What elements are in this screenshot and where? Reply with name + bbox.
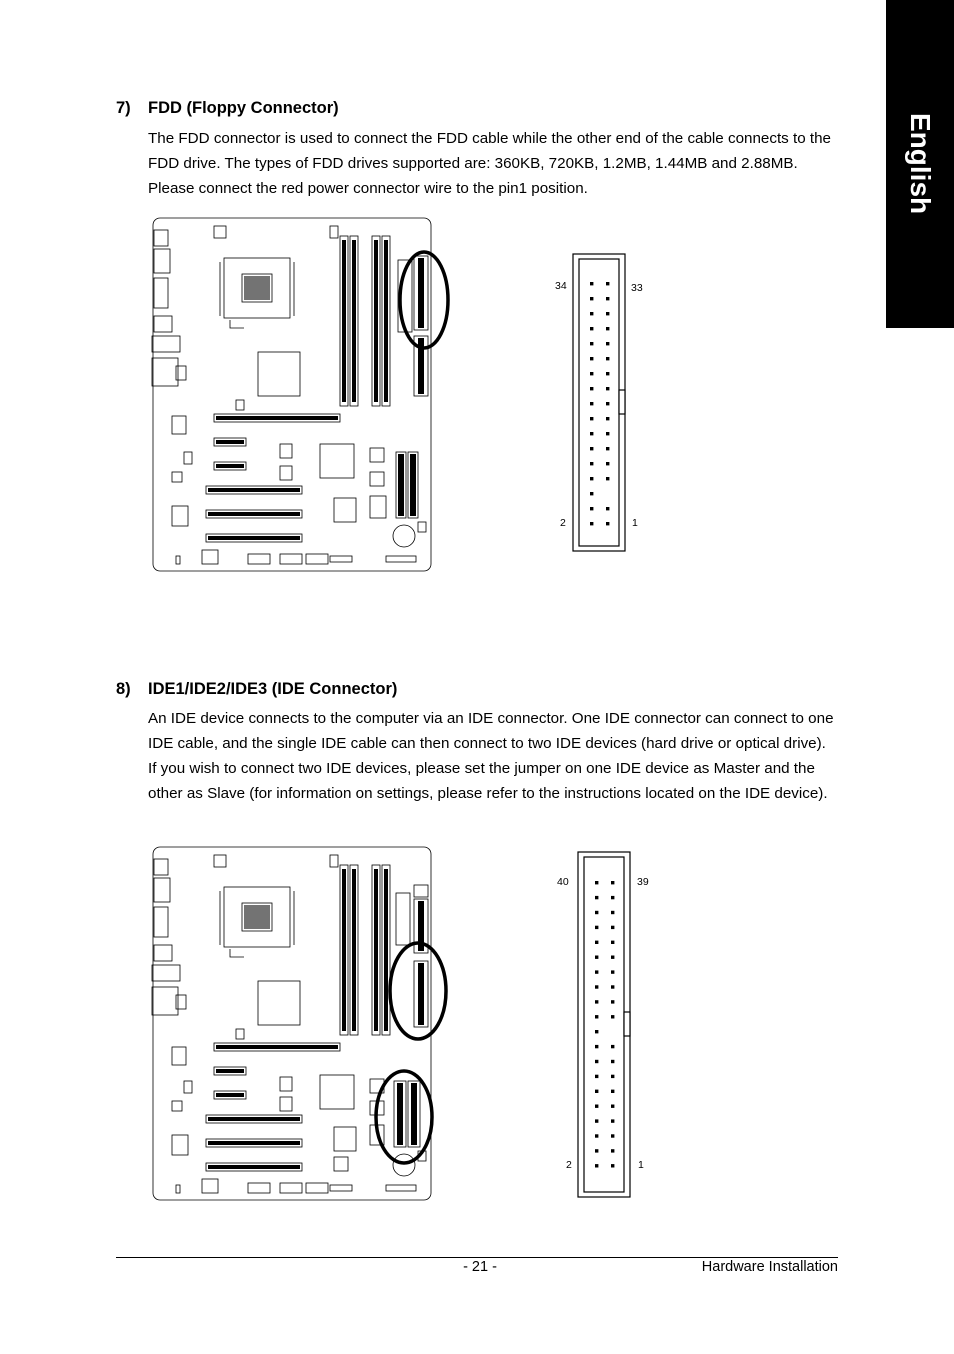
connector-pin [611,1105,614,1108]
connector-pin [590,357,593,360]
connector-pin [611,985,614,988]
connector-pin [590,507,593,510]
section-number: 8) [116,680,131,698]
connector-pin [606,372,609,375]
section-title-ide [116,680,397,699]
section-heading: IDE1/IDE2/IDE3 (IDE Connector) [148,680,398,698]
connector-pin [611,970,614,973]
pin-label-39: 39 [637,876,649,888]
connector-pin [595,881,598,884]
connector-pin [611,1149,614,1152]
ide-description [148,706,848,806]
connector-pin [590,402,593,405]
pin-label-2: 2 [566,1159,572,1171]
connector-pin [595,1060,598,1063]
connector-pin [606,327,609,330]
text-line: other as Slave (for information on settings, please refer to the instructions located on the IDE device). [148,785,828,802]
text-line: An IDE device connects to the computer via an IDE connector. One IDE connector can connect to one [148,710,834,727]
connector-pin [595,941,598,944]
connector-pin [590,477,593,480]
pin-label-40: 40 [557,876,569,888]
connector-pin [590,462,593,465]
connector-pin [595,985,598,988]
connector-pin [590,372,593,375]
connector-pin [606,387,609,390]
section-heading: FDD (Floppy Connector) [148,99,339,117]
connector-pin [595,1134,598,1137]
connector-pin [611,911,614,914]
connector-pin [595,970,598,973]
connector-pin [611,956,614,959]
text-line: FDD drive. The types of FDD drives supported are: 360KB, 720KB, 1.2MB, 1.44MB and 2.88MB. [148,155,798,172]
connector-pin [595,1164,598,1167]
text-line: Please connect the red power connector wire to the pin1 position. [148,180,588,197]
connector-pin [611,926,614,929]
connector-pin [595,1149,598,1152]
connector-pin [595,1075,598,1078]
connector-pin [611,941,614,944]
pin-label-33: 33 [631,282,643,294]
connector-pin [606,477,609,480]
text-line: The FDD connector is used to connect the FDD cable while the other end of the cable connects to the [148,130,831,147]
pin-label-34: 34 [555,280,567,292]
connector-pin [590,327,593,330]
connector-pin [595,1000,598,1003]
fdd-description [148,126,848,201]
connector-pin [590,447,593,450]
text-line: If you wish to connect two IDE devices, please set the jumper on one IDE device as Master and the [148,760,815,777]
connector-pin [606,462,609,465]
connector-pin [611,1075,614,1078]
connector-pin [606,282,609,285]
connector-pin [590,342,593,345]
page-number: - 21 - [463,1259,497,1275]
connector-pin [595,926,598,929]
connector-pin [606,432,609,435]
connector-pin [595,896,598,899]
connector-pin [590,417,593,420]
connector-pin [595,911,598,914]
connector-pin [595,956,598,959]
connector-pin [606,417,609,420]
section-title-fdd [116,99,339,118]
connector-pin [611,1045,614,1048]
connector-pin [595,1030,598,1033]
connector-pin [611,881,614,884]
connector-pin [611,1090,614,1093]
connector-pin [590,312,593,315]
ide2-ide3-highlight-ring [376,1071,432,1163]
connector-pin [595,1119,598,1122]
connector-pin [590,432,593,435]
connector-pin [611,1015,614,1018]
text-line: IDE cable, and the single IDE cable can then connect to two IDE devices (hard drive or optical drive). [148,735,826,752]
connector-pin [606,297,609,300]
connector-pin [590,297,593,300]
footer-section-name: Hardware Installation [701,1259,838,1275]
connector-pin [606,342,609,345]
connector-pin [606,507,609,510]
language-tab [886,0,954,328]
ide-pin-diagram [552,850,652,1200]
connector-pin [606,312,609,315]
connector-pin [611,1060,614,1063]
connector-pin [595,1105,598,1108]
pin-label-2: 2 [560,517,566,529]
motherboard-diagram-fdd [150,216,434,574]
connector-pin [606,522,609,525]
connector-pin [590,387,593,390]
connector-pin [611,1134,614,1137]
connector-pin [611,1000,614,1003]
language-tab-label: English [905,113,936,215]
pin-label-1: 1 [632,517,638,529]
pin-label-1: 1 [638,1159,644,1171]
connector-pin [595,1090,598,1093]
connector-pin [606,357,609,360]
fdd-pin-diagram [548,252,643,554]
section-number: 7) [116,99,131,117]
connector-pin [590,282,593,285]
connector-pin [611,896,614,899]
connector-pin [595,1015,598,1018]
connector-pin [590,492,593,495]
footer-rule [116,1257,838,1258]
connector-pin [611,1119,614,1122]
connector-pin [595,1045,598,1048]
connector-pin [611,1164,614,1167]
connector-pin [606,402,609,405]
connector-pin [606,447,609,450]
motherboard-diagram-ide [150,845,434,1203]
connector-pin [590,522,593,525]
